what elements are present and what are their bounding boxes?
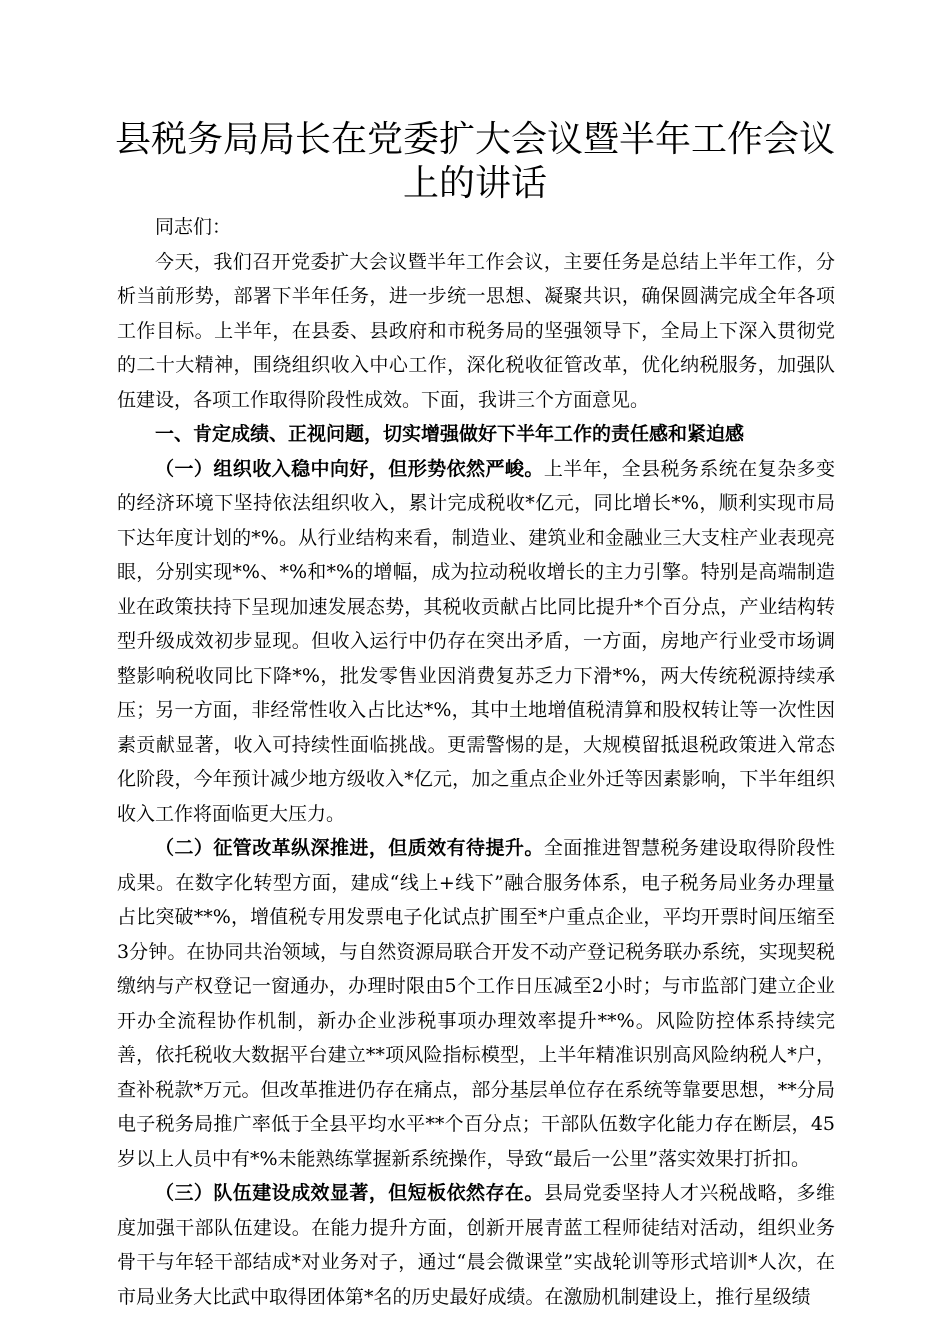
subsection-2-lead: （二）征管改革纵深推进，但质效有待提升。 — [155, 837, 544, 859]
salutation: 同志们： — [155, 216, 232, 238]
section-heading-1: 一、肯定成绩、正视问题，切实增强做好下半年工作的责任感和紧迫感 — [155, 423, 745, 445]
document-body — [117, 210, 835, 1314]
subsection-2-text: 全面推进智慧税务建设取得阶段性成果。在数字化转型方面，建成“线上+线下”融合服务体系，电子税务局业务办理量占比突破**%，增值税专用发票电子化试点扩围至*户重点企业，平均开票时间压缩至3分钟。在协同共治领域，与自然资源局联合开发不动产登记税务联办系统，实现契税缴纳与产权登记一窗通办，办理时限由5个工作日压减至2小时；与市监部门建立企业开办全流程协作机制，新办企业涉税事项办理效率提升**%。风险防控体系持续完善，依托税收大数据平台建立**项风险指标模型，上半年精准识别高风险纳税人*户，查补税款*万元。但改革推进仍存在痛点，部分基层单位存在系统等靠要思想，**分局电子税务局推广率低于全县平均水平**个百分点；干部队伍数字化能力存在断层，45岁以上人员中有*%未能熟练掌握新系统操作，导致“最后一公里”落实效果打折扣。 — [117, 837, 835, 1170]
subsection-3-lead: （三）队伍建设成效显著，但短板依然存在。 — [155, 1182, 544, 1204]
subsection-1-text: 上半年，全县税务系统在复杂多变的经济环境下坚持依法组织收入，累计完成税收*亿元，同比增长*%，顺利实现市局下达年度计划的*%。从行业结构来看，制造业、建筑业和金融业三大支柱产业表现亮眼，分别实现*%、*%和*%的增幅，成为拉动税收增长的主力引擎。特别是高端制造业在政策扶持下呈现加速发展态势，其税收贡献占比同比提升*个百分点，产业结构转型升级成效初步显现。但收入运行中仍存在突出矛盾，一方面，房地产行业受市场调整影响税收同比下降*%，批发零售业因消费复苏乏力下滑*%，两大传统税源持续承压；另一方面，非经常性收入占比达*%，其中土地增值税清算和股权转让等一次性因素贡献显著，收入可持续性面临挑战。更需警惕的是，大规模留抵退税政策进入常态化阶段，今年预计减少地方级收入*亿元，加之重点企业外迁等因素影响，下半年组织收入工作将面临更大压力。 — [117, 457, 835, 825]
subsection-1-lead: （一）组织收入稳中向好，但形势依然严峻。 — [155, 457, 544, 480]
document-title — [100, 118, 850, 206]
title-line-1: 县税务局局长在党委扩大会议暨半年工作会议 — [114, 119, 835, 160]
title-line-2: 上的讲话 — [402, 163, 547, 204]
subsection-3 — [117, 1176, 835, 1314]
subsection-2 — [117, 831, 835, 1176]
subsection-3-text: 县局党委坚持人才兴税战略，多维度加强干部队伍建设。在能力提升方面，创新开展青蓝工程师徒结对活动，组织业务骨干与年轻干部结成*对业务对子，通过“晨会微课堂”实战轮训等形式培训*人次，在市局业务大比武中取得团体第*名的历史最好成绩。在激励机制建设上，推行星级绩 — [117, 1182, 835, 1308]
subsection-1 — [117, 452, 835, 832]
intro-paragraph: 今天，我们召开党委扩大会议暨半年工作会议，主要任务是总结上半年工作，分析当前形势，部署下半年任务，进一步统一思想、凝聚共识，确保圆满完成全年各项工作目标。上半年，在县委、县政府和市税务局的坚强领导下，全局上下深入贯彻党的二十大精神，围绕组织收入中心工作，深化税收征管改革，优化纳税服务，加强队伍建设，各项工作取得阶段性成效。下面，我讲三个方面意见。 — [117, 250, 835, 411]
